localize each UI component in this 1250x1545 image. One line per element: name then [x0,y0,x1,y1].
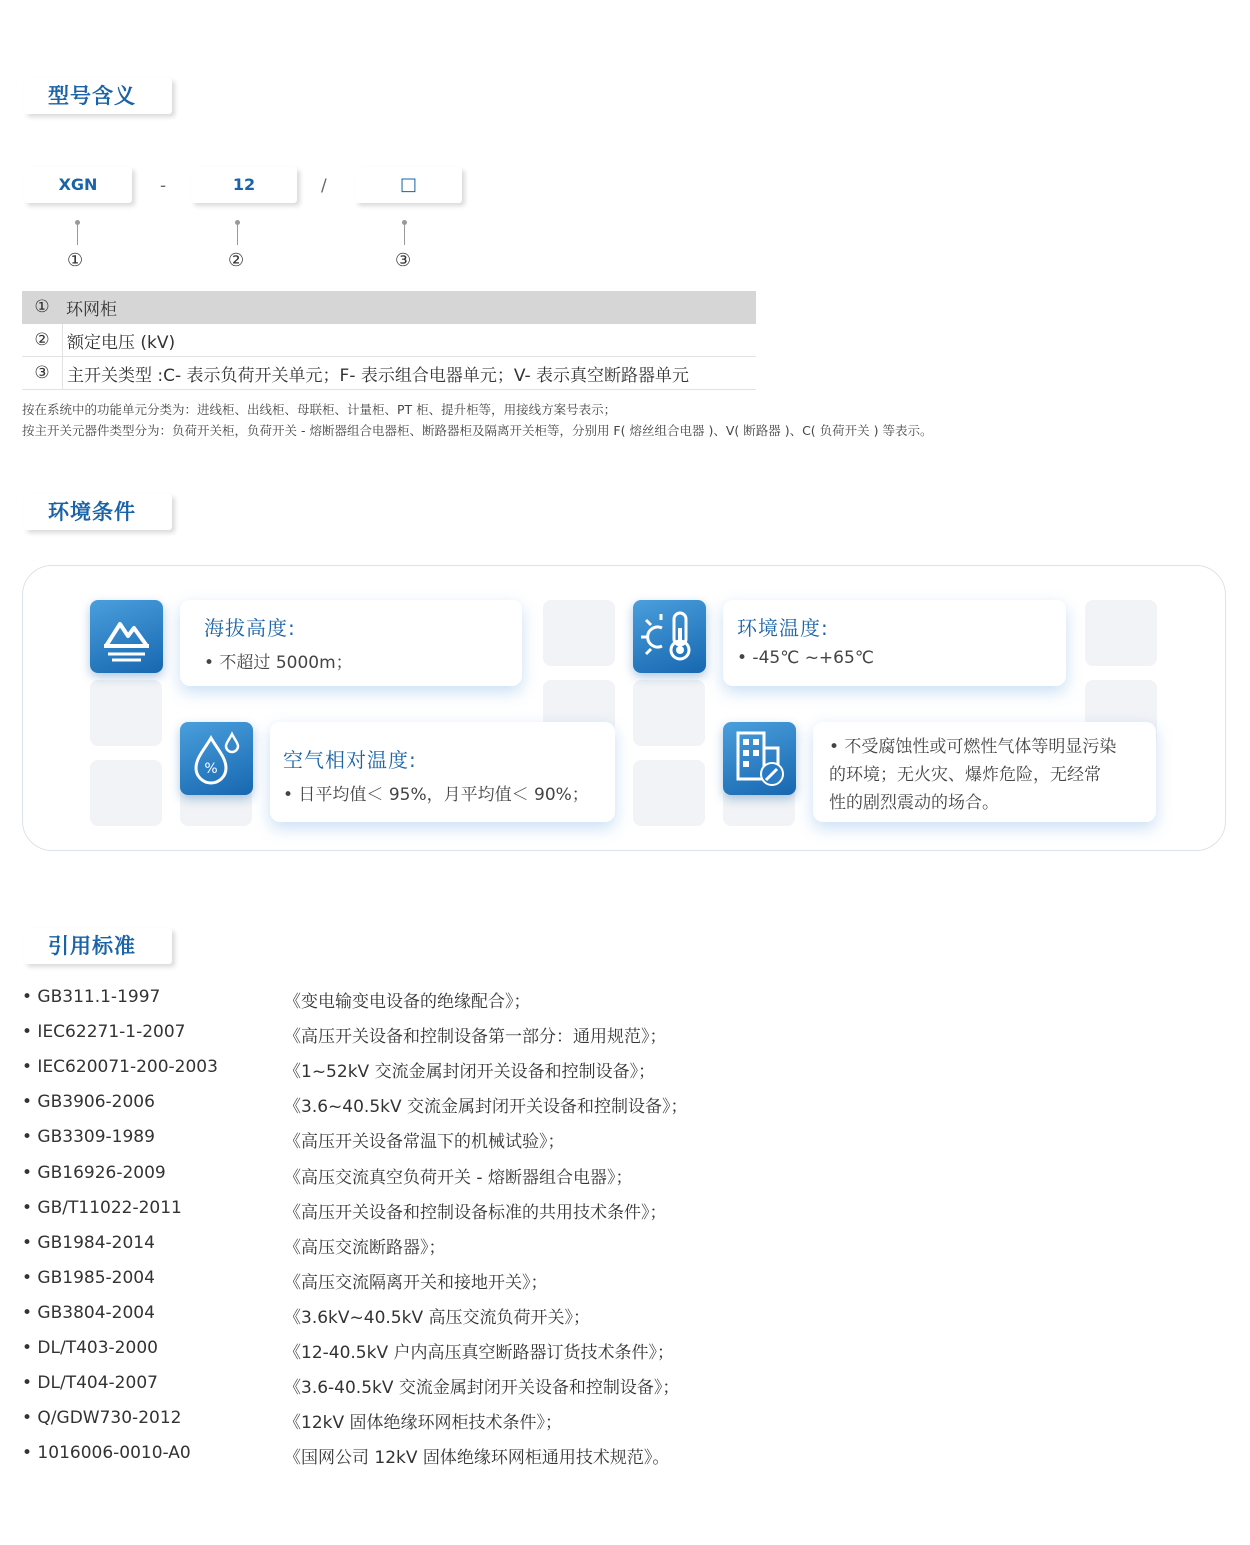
temperature-card [723,600,1066,686]
altitude-title: 海拔高度: [204,616,296,640]
standard-name: 《高压交流隔离开关和接地开关》； [284,1272,548,1293]
model-part-switch-type: □ [355,167,462,203]
standard-code: • GB3906-2006 [22,1092,155,1113]
standard-code: • IEC62271-1-2007 [22,1022,186,1043]
model-part-voltage: 12 [191,167,297,203]
temperature-title: 环境温度: [737,616,829,640]
altitude-value: • 不超过 5000m； [204,653,353,673]
standard-name: 《3.6-40.5kV 交流金属封闭开关设备和控制设备》； [284,1378,680,1399]
humidity-card [270,722,615,822]
building-wrench-icon [723,722,796,795]
site-conditions-card [813,722,1156,822]
table-row [22,291,756,324]
humidity-value: • 日平均值＜ 95%，月平均值＜ 90%； [283,785,589,805]
model-part-xgn: XGN [24,167,132,203]
note-line-1: 按在系统中的功能单元分类为：进线柜、出线柜、母联柜、计量柜、PT 柜、提升柜等，用接线方案号表示； [22,402,617,417]
table-row [22,357,756,390]
table-row-text: 环网柜 [66,299,117,320]
thermometer-icon [633,600,706,673]
marker-3: ③ [395,250,412,271]
standard-name: 《高压开关设备常温下的机械试验》； [284,1132,565,1153]
table-row-num: ① [34,297,50,317]
standard-code: • GB1985-2004 [22,1267,155,1288]
table-row-num: ③ [22,357,63,389]
standard-name: 《高压开关设备和控制设备第一部分：通用规范》； [284,1027,667,1048]
pin-marker [73,220,83,246]
standard-code: • 1016006-0010-A0 [22,1443,191,1464]
standard-code: • GB16926-2009 [22,1162,166,1183]
standard-name: 《变电输变电设备的绝缘配合》； [284,992,531,1012]
standard-code: • GB/T11022-2011 [22,1197,182,1218]
section-title-model: 型号含义 [24,78,172,114]
marker-1: ① [67,250,84,271]
site-line-2: 的环境；无火灾、爆炸危险，无经常 [829,765,1101,785]
site-line-1: • 不受腐蚀性或可燃性气体等明显污染 [829,737,1117,757]
section-title-standards: 引用标准 [24,928,172,964]
pin-marker [233,220,243,246]
standard-code: • GB311.1-1997 [22,987,161,1007]
altitude-card [180,600,522,686]
table-row-text: 主开关类型 :C- 表示负荷开关单元；F- 表示组合电器单元；V- 表示真空断路器单元 [67,365,690,386]
decor-tile [633,760,705,826]
standard-name: 《12-40.5kV 户内高压真空断路器订货技术条件》； [284,1343,674,1363]
model-meaning-table [22,291,756,390]
standard-name: 《12kV 固体绝缘环网柜技术条件》； [284,1413,563,1434]
mountain-icon [90,600,163,673]
standard-name: 《高压交流真空负荷开关 - 熔断器组合电器》； [284,1167,633,1188]
note-line-2: 按主开关元器件类型分为：负荷开关柜，负荷开关 - 熔断器组合电器柜、断路器柜及隔离开关柜等，分别用 F( 熔丝组合电器 )、V( 断路器 )、C( 负荷开关 ) 等表示。 [22,423,933,438]
humidity-title: 空气相对温度: [283,748,417,772]
table-row [22,324,756,357]
humidity-drop-icon [180,722,253,795]
decor-tile [90,680,162,746]
standard-code: • GB1984-2014 [22,1232,155,1253]
decor-tile [1085,600,1157,666]
standard-name: 《1~52kV 交流金属封闭开关设备和控制设备》； [284,1062,656,1083]
temperature-value: • -45℃ ~+65℃ [737,648,874,668]
site-line-3: 性的剧烈震动的场合。 [829,793,999,813]
model-separator-dash: - [160,176,167,196]
model-separator-slash: / [321,176,327,196]
standard-code: • Q/GDW730-2012 [22,1408,182,1429]
standard-name: 《国网公司 12kV 固体绝缘环网柜通用技术规范》。 [284,1448,670,1469]
decor-tile [90,760,162,826]
standard-name: 《高压开关设备和控制设备标准的共用技术条件》； [284,1202,667,1223]
standard-code: • DL/T404-2007 [22,1373,158,1394]
standard-code: • IEC620071-200-2003 [22,1057,218,1078]
standard-name: 《高压交流断路器》； [284,1237,446,1258]
marker-2: ② [228,250,245,271]
standard-code: • GB3309-1989 [22,1127,155,1148]
standard-code: • DL/T403-2000 [22,1338,158,1358]
decor-tile [633,680,705,746]
svg-text:%: % [204,761,218,777]
table-row-text: 额定电压 (kV) [67,332,176,353]
standard-name: 《3.6kV~40.5kV 高压交流负荷开关》； [284,1307,590,1328]
pin-marker [400,220,410,246]
standard-name: 《3.6~40.5kV 交流金属封闭开关设备和控制设备》； [284,1097,688,1118]
table-row-num: ② [22,324,63,356]
standard-code: • GB3804-2004 [22,1302,155,1323]
section-title-env: 环境条件 [24,494,172,530]
decor-tile [543,600,615,666]
